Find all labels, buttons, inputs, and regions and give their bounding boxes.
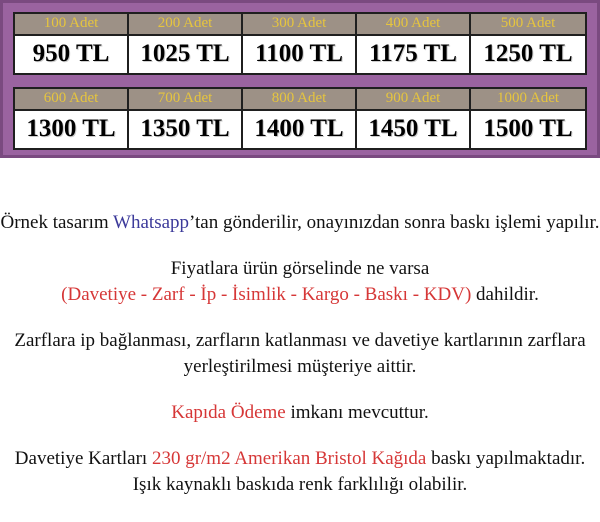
text-line: Fiyatlara ürün görselinde ne varsa (170, 258, 430, 279)
text-segment: ’tan gönderilir, onayınızdan sonra baskı işlemi yapılır. (189, 212, 600, 233)
qty-header: 200 Adet (129, 14, 243, 36)
text-segment: dahildir. (471, 284, 539, 305)
price-value: 1450 TL (357, 111, 471, 148)
paragraph-price-includes (0, 256, 600, 308)
price-value: 1250 TL (471, 36, 585, 73)
qty-header: 900 Adet (357, 89, 471, 111)
price-table-600-1000 (13, 87, 587, 150)
price-value: 1500 TL (471, 111, 585, 148)
paragraph-paper-spec (0, 446, 600, 498)
price-value: 1400 TL (243, 111, 357, 148)
qty-header: 1000 Adet (471, 89, 585, 111)
text-segment: Davetiye Kartları (14, 448, 152, 469)
qty-header: 600 Adet (15, 89, 129, 111)
text-segment: imkanı mevcuttur. (285, 402, 429, 423)
whatsapp-brand-text: Whatsapp (113, 212, 190, 233)
qty-header: 500 Adet (471, 14, 585, 36)
text-segment: Örnek tasarım (0, 212, 114, 233)
text-line: Işık kaynaklı baskıda renk farklılığı olabilir. (132, 474, 468, 495)
price-value: 1300 TL (15, 111, 129, 148)
included-items-list: (Davetiye - Zarf - İp - İsimlik - Kargo - Baskı - KDV) (61, 284, 472, 305)
qty-header: 100 Adet (15, 14, 129, 36)
paragraph-customer-responsibility (0, 328, 600, 380)
price-banner (0, 0, 600, 158)
paragraph-sample-design (0, 210, 600, 236)
qty-header: 300 Adet (243, 14, 357, 36)
text-line: yerleştirilmesi müşteriye aittir. (183, 356, 417, 377)
text-segment: baskı yapılmaktadır. (426, 448, 586, 469)
paragraph-cash-on-delivery (0, 400, 600, 426)
price-value: 1350 TL (129, 111, 243, 148)
price-table-100-500 (13, 12, 587, 75)
qty-header: 800 Adet (243, 89, 357, 111)
price-value: 950 TL (15, 36, 129, 73)
text-line: Zarflara ip bağlanması, zarfların katlanması ve davetiye kartlarının zarflara (14, 330, 586, 351)
price-value: 1175 TL (357, 36, 471, 73)
paper-spec-text: 230 gr/m2 Amerikan Bristol Kağıda (151, 448, 427, 469)
price-value: 1100 TL (243, 36, 357, 73)
cash-on-delivery-text: Kapıda Ödeme (171, 402, 286, 423)
qty-header: 400 Adet (357, 14, 471, 36)
qty-header: 700 Adet (129, 89, 243, 111)
price-value: 1025 TL (129, 36, 243, 73)
product-info-text (0, 158, 600, 498)
